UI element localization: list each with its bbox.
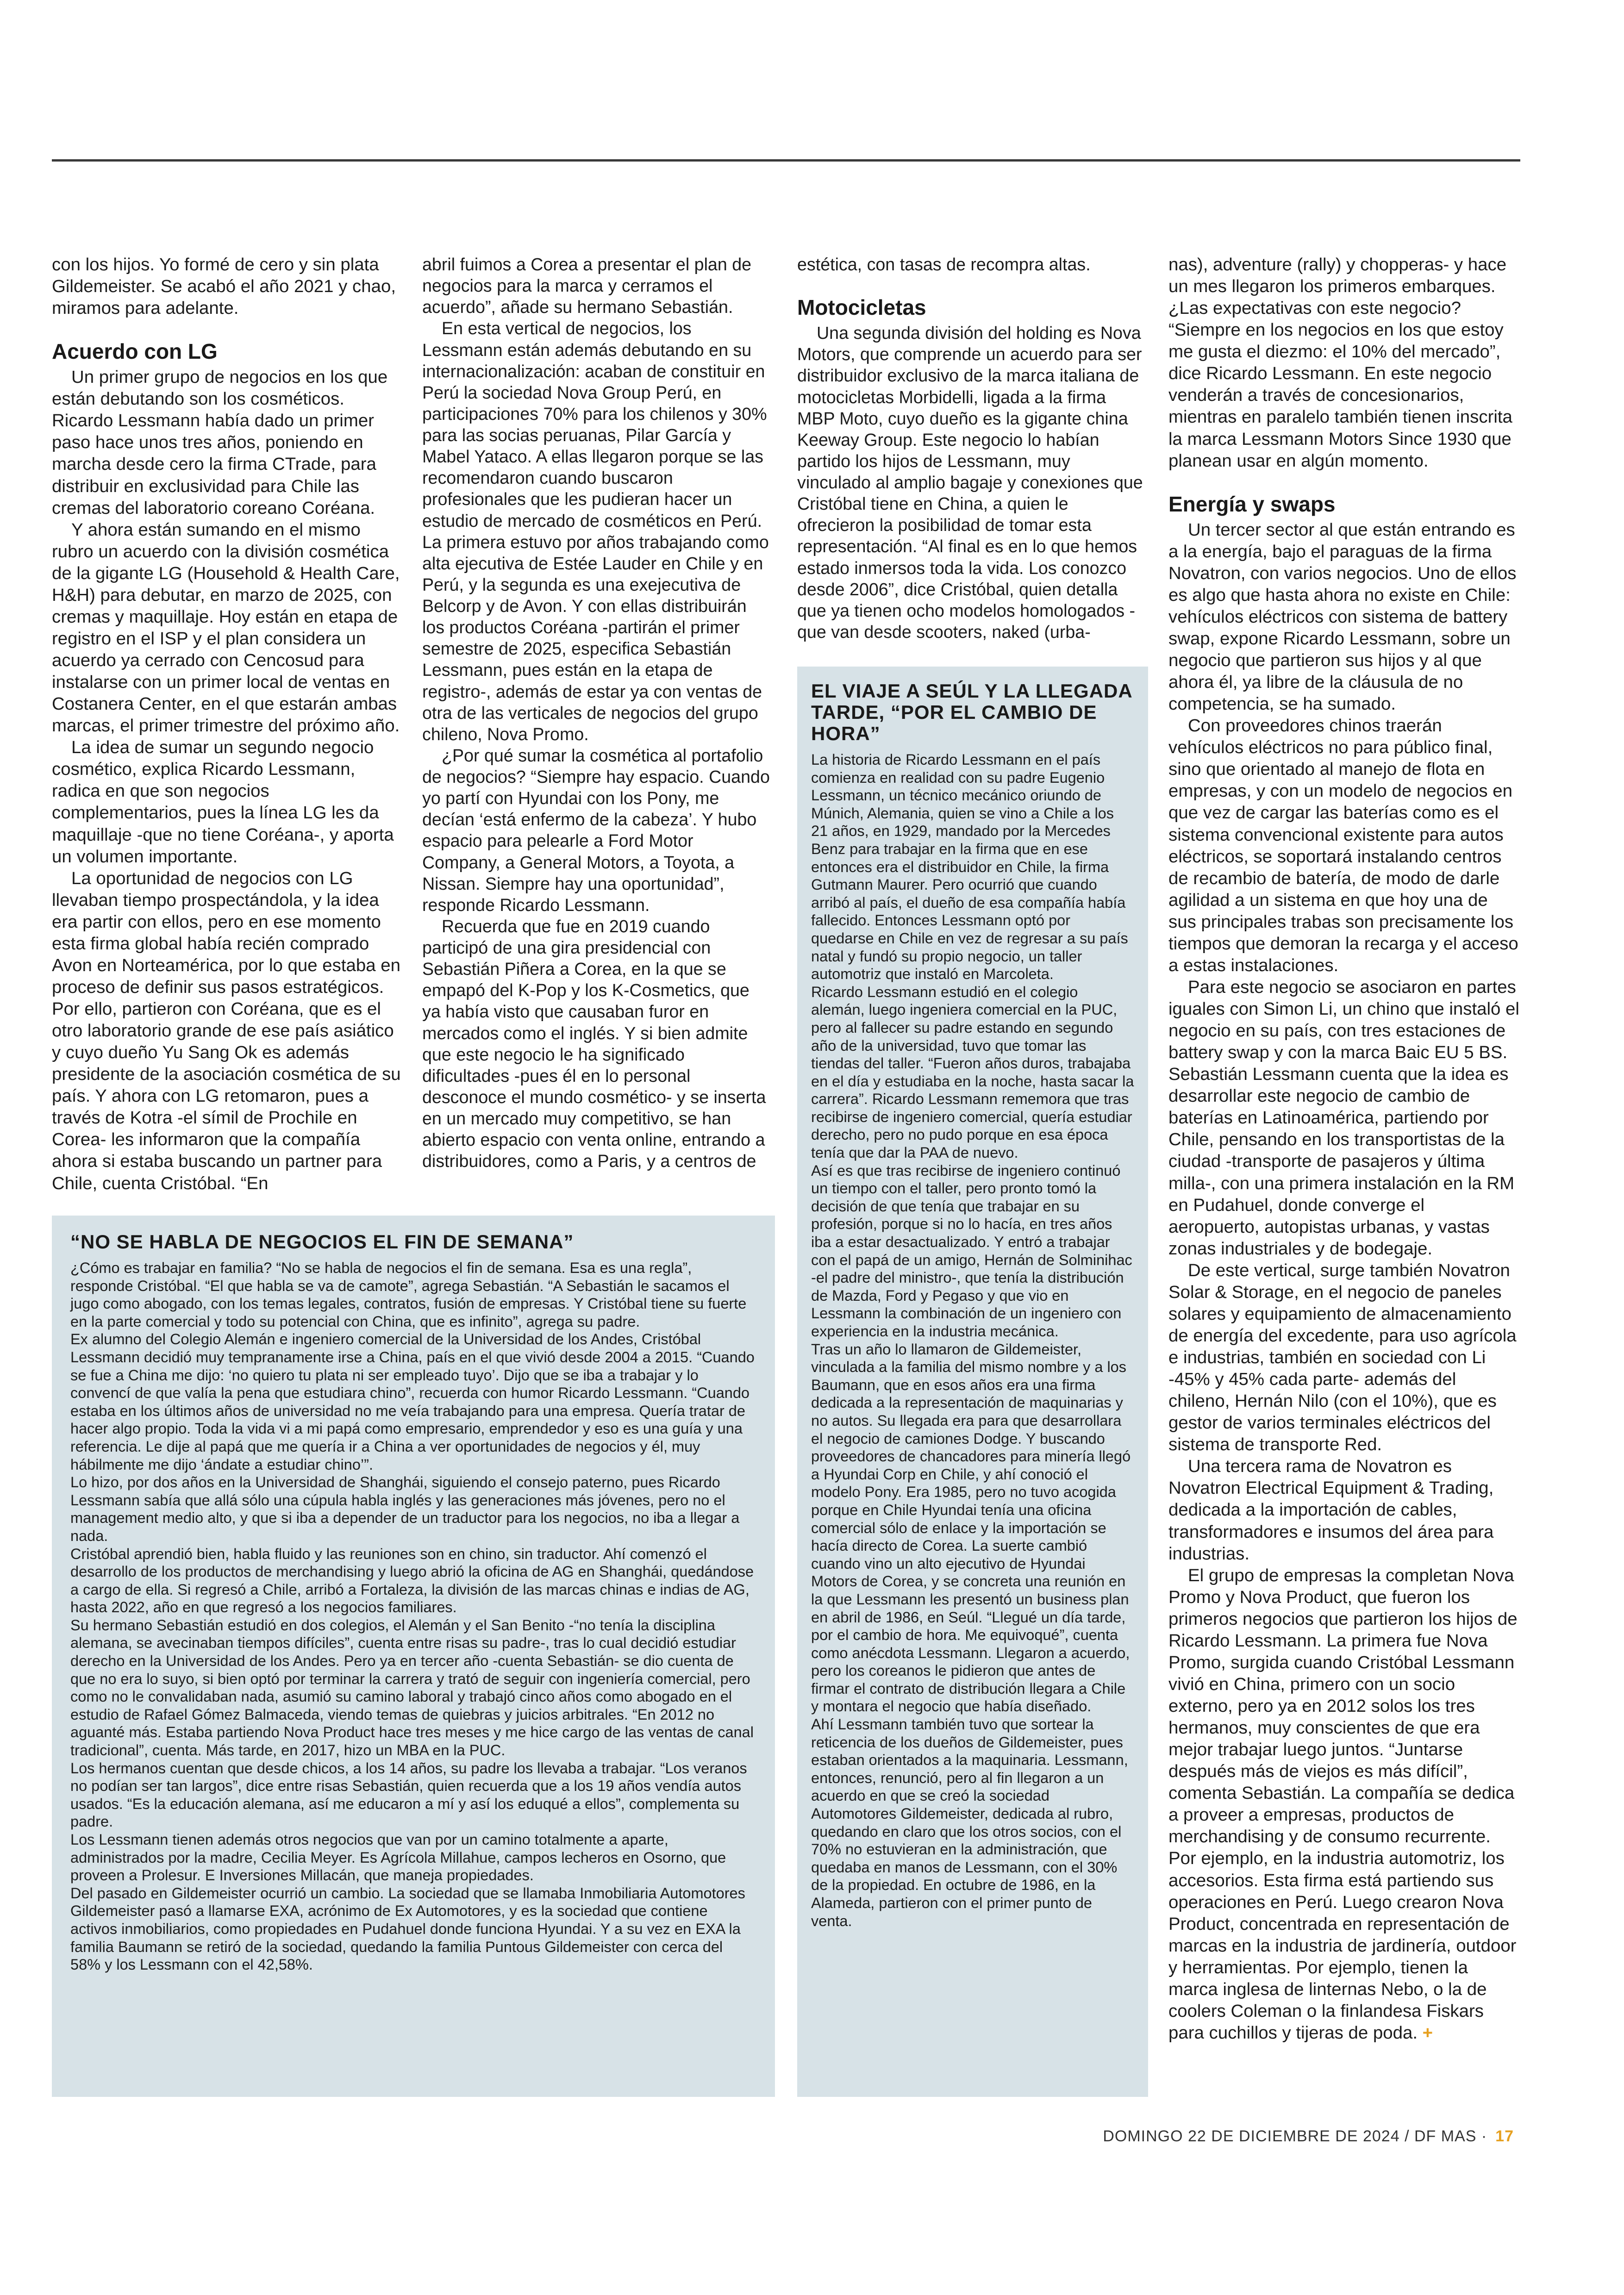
sidebar-paragraph: Ex alumno del Colegio Alemán e ingeniero comercial de la Universidad de los Andes, Cristóbal Lessmann decidió muy tempranamente irse a China, país en el que vivió desde 2004 a 2015. “Cuando se fue a China me dijo: ‘no quiero tu plata ni ser empleado tuyo’. Dijo que se iba a trabajar y lo convencí de que valía la pena que estudiara chino”, recuerda con humor Ricardo Lessmann. “Cuando estaba en los últimos años de universidad no me veía trabajando para una empresa. Quería tratar de hacer algo propio. Toda la vida vi a mi papá como empresario, emprendedor y eso es una guía y una referencia. Le dije al papá que me quería ir a China a ver oportunidades de negocios y él, muy hábilmente me dijo ‘ándate a estudiar chino’”.: [70, 1331, 755, 1473]
sidebar-paragraph: Ahí Lessmann también tuvo que sortear la reticencia de los dueños de Gildemeister, pues estaban orientados a la maquinaria. Lessmann, entonces, renunció, pero al fin llegaron a un acuerdo en que se creó la sociedad Automotores Gildemeister, dedicada al rubro, quedando en claro que los otros socios, con el 70% no estuvieran en la administración, que quedaba en manos de Lessmann, con el 30% de la propiedad. En octubre de 1986, en la Alameda, partieron con el primer punto de venta.: [811, 1716, 1128, 1929]
section-heading-motocicletas: Motocicletas: [797, 295, 926, 320]
paragraph: Con proveedores chinos traerán vehículos eléctricos no para público final, sino que orientado al manejo de flota en empresas, y con un modelo de negocios en que vez de cargar las baterías como es el sistema convencional existente para autos eléctricos, se soportará instalando centros de recambio de batería, de modo de darle agilidad a un sistema en que hoy una de sus principales trabas son precisamente los tiempos que demoran la recarga y el acceso a estas instalaciones.: [1168, 716, 1518, 975]
paragraph: Una tercera rama de Novatron es Novatron Electrical Equipment & Trading, dedicada a la importación de cables, transformadores e insumos del área para industrias.: [1168, 1456, 1494, 1564]
sidebar-paragraph: La historia de Ricardo Lessmann en el país comienza en realidad con su padre Eugenio Lessmann, un técnico mecánico oriundo de Múnich, Alemania, quien se vino a Chile a los 21 años, en 1929, mandado por la Mercedes Benz para trabajar en la firma que en ese entonces era el distribuidor en Chile, la firma Gutmann Maurer. Pero ocurrió que cuando arribó al país, el dueño de esa compañía había fallecido. Entonces Lessmann optó por quedarse en Chile en vez de regresar a su país natal y fundó su propio negocio, un taller automotriz que instaló en Marcoleta.: [811, 751, 1128, 983]
paragraph: estética, con tasas de recompra altas.: [797, 255, 1091, 274]
paragraph: En esta vertical de negocios, los Lessmann están además debutando en su internacionalización: acaban de constituir en Perú la sociedad Nova Group Perú, en participaciones 70% para los chilenos y 30% para las socias peruanas, Pilar García y Mabel Yataco. A ellas llegaron porque se las recomendaron cuando buscaron profesionales que les pudieran hacer un estudio de mercado de cosméticos en Perú. La primera estuvo por años trabajando como alta ejecutiva de Estée Lauder en Chile y en Perú, y la segunda es una exejecutiva de Belcorp y de Avon. Y con ellas distribuirán los productos Coréana -partirán el primer semestre de 2025, especifica Sebastián Lessmann, pues están en la etapa de registro-, además de estar ya con ventas de otra de las verticales de negocios del grupo chileno, Nova Promo.: [422, 318, 769, 744]
article-column-2: [422, 254, 772, 1172]
sidebar-paragraph: Ricardo Lessmann estudió en el colegio alemán, luego ingeniera comercial en la PUC, pero al fallecer su padre estando en segundo año de la universidad, tuvo que tomar las tiendas del taller. “Fueron años duros, trabajaba en el día y estudiaba en la noche, hasta sacar la carrera”. Ricardo Lessmann rememora que tras recibirse de ingeniero comercial, quería estudiar derecho, pero no pudo porque en esa época tenía que dar la PAA de nuevo.: [811, 983, 1134, 1161]
sidebar-box-weekend: [52, 1216, 775, 2097]
end-of-article-mark: +: [1422, 2022, 1433, 2043]
sidebar-paragraph: Su hermano Sebastián estudió en dos colegios, el Alemán y el San Benito -“no tenía la disciplina alemana, se avecinaban tiempos difíciles”, cuenta entre risas su padre-, tras lo cual decidió estudiar derecho en la Universidad de los Andes. Pero ya en tercer año -cuenta Sebastián- se dio cuenta de que no era lo suyo, si bien optó por terminar la carrera y trató de seguir con ingeniería comercial, pero como no le convalidaban nada, asumió su camino laboral y trabajó cinco años como abogado en el estudio de Rafael Gómez Balmaceda, viendo temas de quiebras y juicios arbitrales. “En 2012 no aguanté más. Estaba partiendo Nova Product hace tres meses y me hice cargo de las ventas de canal tradicional”, cuenta. Más tarde, en 2017, hizo un MBA en la PUC.: [70, 1616, 754, 1759]
sidebar-paragraph: Los Lessmann tienen además otros negocios que van por un camino totalmente a aparte, administrados por la madre, Cecilia Meyer. Es Agrícola Millahue, campos lecheros en Osorno, que proveen a Prolesur. E Inversiones Millacán, que maneja propiedades.: [70, 1831, 726, 1884]
footer-dateline: DOMINGO 22 DE DICIEMBRE DE 2024 / DF MAS ·: [1103, 2127, 1487, 2145]
sidebar-paragraph: ¿Cómo es trabajar en familia? “No se habla de negocios el fin de semana. Esa es una regla”, responde Cristóbal. “El que habla se va de camote”, agrega Sebastián. “A Sebastián le sacamos el jugo como abogado, con los temas legales, contratos, fusión de empresas. Y Cristóbal tiene su fuerte en la parte comercial y todo su potencial con China, que es infinito”, agrega su padre.: [70, 1260, 747, 1330]
article-column-4: [1168, 254, 1520, 2044]
sidebar-paragraph: Los hermanos cuentan que desde chicos, a los 14 años, su padre los llevaba a trabajar. “Los veranos no podían ser tan largos”, dice entre risas Sebastián, quien recuerda que a los 19 años vendía autos usados. “Es la educación alemana, así me educaron a mí y así los eduqué a ellos”, complementa su padre.: [70, 1759, 747, 1830]
page-number: 17: [1495, 2127, 1514, 2145]
article-column-3: [797, 254, 1147, 642]
paragraph: La oportunidad de negocios con LG llevaban tiempo prospectándola, y la idea era partir con ellos, pero en ese momento esta firma global había recién comprado Avon en Norteamérica, por lo que estaba en proceso de definir sus pasos estratégicos. Por ello, partieron con Coréana, que es el otro laboratorio grande de ese país asiático y cuyo dueño Yu Sang Ok es además presidente de la asociación cosmética de su país. Y ahora con LG retomaron, pues a través de Kotra -el símil de Prochile en Corea- les informaron que la compañía ahora si estaba buscando un partner para Chile, cuenta Cristóbal. “En: [52, 868, 401, 1193]
paragraph-text: El grupo de empresas la completan Nova Promo y Nova Product, que fueron los primeros negocios que partieron los hijos de Ricardo Lessmann. La primera fue Nova Promo, surgida cuando Cristóbal Lessmann vivió en China, primero con un socio externo, pero ya en 2012 solos los tres hermanos, muy conscientes de que era mejor trabajar luego juntos. “Juntarse después más de viejos es más difícil”, comenta Sebastián. La compañía se dedica a proveer a empresas, productos de merchandising y de consumo recurrente. Por ejemplo, en la industria automotriz, los accesorios. Esta firma está partiendo sus operaciones en Perú. Luego crearon Nova Product, concentrada en representación de marcas en la industria de jardinería, outdoor y herramientas. Por ejemplo, tienen la marca inglesa de linternas Nebo, o la de coolers Coleman o la finlandesa Fiskars para cuchillos y tijeras de poda.: [1168, 1565, 1518, 2043]
section-heading-energia: Energía y swaps: [1168, 492, 1336, 516]
sidebar-paragraph: Tras un año lo llamaron de Gildemeister, vinculada a la familia del mismo nombre y a los Baumann, que en esos años era una firma dedicada a la representación de maquinarias y no autos. Su llegada era para que desarrollara el negocio de camiones Dodge. Y buscando proveedores de chancadores para minería llegó a Hyundai Corp en Chile, y ahí conoció el modelo Pony. Era 1985, pero no tuvo acogida porque en Chile Hyundai tenía una oficina comercial sólo de enlace y la importación se hacía directo de Corea. La suerte cambió cuando vino un alto ejecutivo de Hyundai Motors de Corea, y se concreta una reunión en la que Lessmann les presentó un business plan en abril de 1986, en Seúl. “Llegué un día tarde, por el cambio de hora. Me equivoqué”, cuenta como anécdota Lessmann. Llegaron a acuerdo, pero los coreanos le pidieron que antes de firmar el contrato de distribución llegara a Chile y montara el negocio que había diseñado.: [811, 1341, 1131, 1715]
paragraph: Y ahora están sumando en el mismo rubro un acuerdo con la división cosmética de la gigante LG (Household & Health Care, H&H) para debutar, en marzo de 2025, con cremas y maquillaje. Hoy están en etapa de registro en el ISP y el plan considera un acuerdo ya cerrado con Cencosud para instalarse con un primer local de ventas en Costanera Center, en el que estarán ambas marcas, el primer trimestre del próximo año.: [52, 519, 400, 736]
paragraph: con los hijos. Yo formé de cero y sin plata Gildemeister. Se acabó el año 2021 y chao, miramos para adelante.: [52, 255, 396, 318]
paragraph: Para este negocio se asociaron en partes iguales con Simon Li, un chino que instaló el negocio en su país, con tres estaciones de battery swap y con la marca Baic EU 5 BS. Sebastián Lessmann cuenta que la idea es desarrollar este negocio de cambio de baterías en Latinoamérica, partiendo por Chile, pensando en los transportistas de la ciudad -transporte de pasajeros y última milla-, con una primera instalación en la RM en Pudahuel, donde converge el aeropuerto, autopistas urbanas, y vastas zonas industriales y de bodegaje.: [1168, 977, 1519, 1259]
sidebar-paragraph: Cristóbal aprendió bien, habla fluido y las reuniones son en chino, sin traductor. Ahí comenzó el desarrollo de los productos de merchandising y luego abrió la oficina de AG en Shanghái, quedándose a cargo de ella. Si regresó a Chile, arribó a Fortaleza, la división de las marcas chinas e indias de AG, hasta 2022, año en que regresó a los negocios familiares.: [70, 1545, 754, 1616]
article-column-1: [52, 254, 402, 1194]
sidebar-paragraph: Lo hizo, por dos años en la Universidad de Shanghái, siguiendo el consejo paterno, pues Ricardo Lessmann sabía que allá sólo una cúpula habla inglés y las generaciones más jóvenes, pero no el management medio alto, y que si iba a depender de un traductor para los negocios, no iba a llegar a nada.: [70, 1474, 740, 1544]
paragraph: La idea de sumar un segundo negocio cosmético, explica Ricardo Lessmann, radica en que son negocios complementarios, pues la línea LG les da maquillaje -que no tiene Coréana-, y aporta un volumen importante.: [52, 737, 394, 867]
paragraph: [1168, 1565, 1520, 2044]
paragraph: Un primer grupo de negocios en los que están debutando son los cosméticos. Ricardo Lessmann había dado un primer paso hace unos tres años, poniendo en marcha desde cero la firma CTrade, para distribuir en exclusividad para Chile las cremas del laboratorio coreano Coréana.: [52, 367, 388, 518]
paragraph: De este vertical, surge también Novatron Solar & Storage, en el negocio de paneles solares y equipamiento de almacenamiento de energía del excedente, para uso agrícola e industrias, también en sociedad con Li -45% y 45% cada parte- además del chileno, Hernán Nilo (con el 10%), que es gestor de varios terminales eléctricos del sistema de transporte Red.: [1168, 1260, 1517, 1455]
paragraph: ¿Por qué sumar la cosmética al portafolio de negocios? “Siempre hay espacio. Cuando yo partí con Hyundai con los Pony, me decían ‘está enfermo de la cabeza’. Y hubo espacio para pelearle a Ford Motor Company, a General Motors, a Toyota, a Nissan. Siempre hay una oportunidad”, responde Ricardo Lessmann.: [422, 745, 770, 915]
sidebar-title: “NO SE HABLA DE NEGOCIOS EL FIN DE SEMANA”: [70, 1231, 574, 1253]
top-rule: [52, 159, 1520, 162]
section-heading-lg: Acuerdo con LG: [52, 339, 218, 364]
sidebar-paragraph: Así es que tras recibirse de ingeniero continuó un tiempo con el taller, pero pronto tomó la decisión de que tenía que trabajar en su profesión, porque si no lo hacía, en tres años iba a estar desactualizado. Y entró a trabajar con el papá de un amigo, Hernán de Solminihac -el padre del ministro-, que tenía la distribución de Mazda, Ford y Pegaso y que vio en Lessmann la combinación de un ingeniero con experiencia en la industria mecánica.: [811, 1162, 1132, 1340]
paragraph: nas), adventure (rally) y chopperas- y hace un mes llegaron los primeros embarques. ¿Las expectativas con este negocio? “Siempre en los negocios en los que estoy me gusta el diezmo: el 10% del mercado”, dice Ricardo Lessmann. En este negocio venderán a través de concesionarios, mientras en paralelo también tienen inscrita la marca Lessmann Motors Since 1930 que planean usar en algún momento.: [1168, 255, 1512, 471]
page-footer: [1103, 2127, 1514, 2145]
sidebar-box-seoul: [797, 667, 1148, 2097]
paragraph: Una segunda división del holding es Nova Motors, que comprende un acuerdo para ser distribuidor exclusivo de la marca italiana de motocicletas Morbidelli, ligada a la firma MBP Moto, cuyo dueño es la gigante china Keeway Group. Este negocio lo habían partido los hijos de Lessmann, muy vinculado al amplio bagaje y conexiones que Cristóbal tiene en China, a quien le ofrecieron la posibilidad de tomar esta representación. “Al final es en lo que hemos estado inmersos toda la vida. Los conozco desde 2006”, dice Cristóbal, quien detalla que ya tienen ocho modelos homologados -que van desde scooters, naked (urba-: [797, 323, 1143, 642]
paragraph: Un tercer sector al que están entrando es a la energía, bajo el paraguas de la firma Novatron, con varios negocios. Uno de ellos es algo que hasta ahora no existe en Chile: vehículos eléctricos con sistema de battery swap, expone Ricardo Lessmann, sobre un negocio que partieron sus hijos y al que ahora él, ya libre de la cláusula de no competencia, se ha sumado.: [1168, 519, 1517, 714]
sidebar-title: EL VIAJE A SEÚL Y LA LLEGADA TARDE, “POR EL CAMBIO DE HORA”: [811, 680, 1132, 744]
paragraph: abril fuimos a Corea a presentar el plan de negocios para la marca y cerramos el acuerdo”, añade su hermano Sebastián.: [422, 255, 752, 317]
sidebar-paragraph: Del pasado en Gildemeister ocurrió un cambio. La sociedad que se llamaba Inmobiliaria Automotores Gildemeister pasó a llamarse EXA, acrónimo de Ex Automotores, y es la sociedad que contiene activos inmobiliarios, como propiedades en Pudahuel donde funciona Hyundai. Y a su vez en EXA la familia Baumann se retiró de la sociedad, quedando la familia Puntous Gildemeister con cerca del 58% y los Lessmann con el 42,58%.: [70, 1884, 745, 1973]
paragraph: Recuerda que fue en 2019 cuando participó de una gira presidencial con Sebastián Piñera a Corea, en la que se empapó del K-Pop y los K-Cosmetics, que ya había visto que causaban furor en mercados como el inglés. Y si bien admite que este negocio le ha significado dificultades -pues él en lo personal desconoce el mundo cosmético- y se inserta en un mercado muy competitivo, se han abierto espacio con venta online, entrando a distribuidores, como a Paris, y a centros de: [422, 916, 766, 1171]
